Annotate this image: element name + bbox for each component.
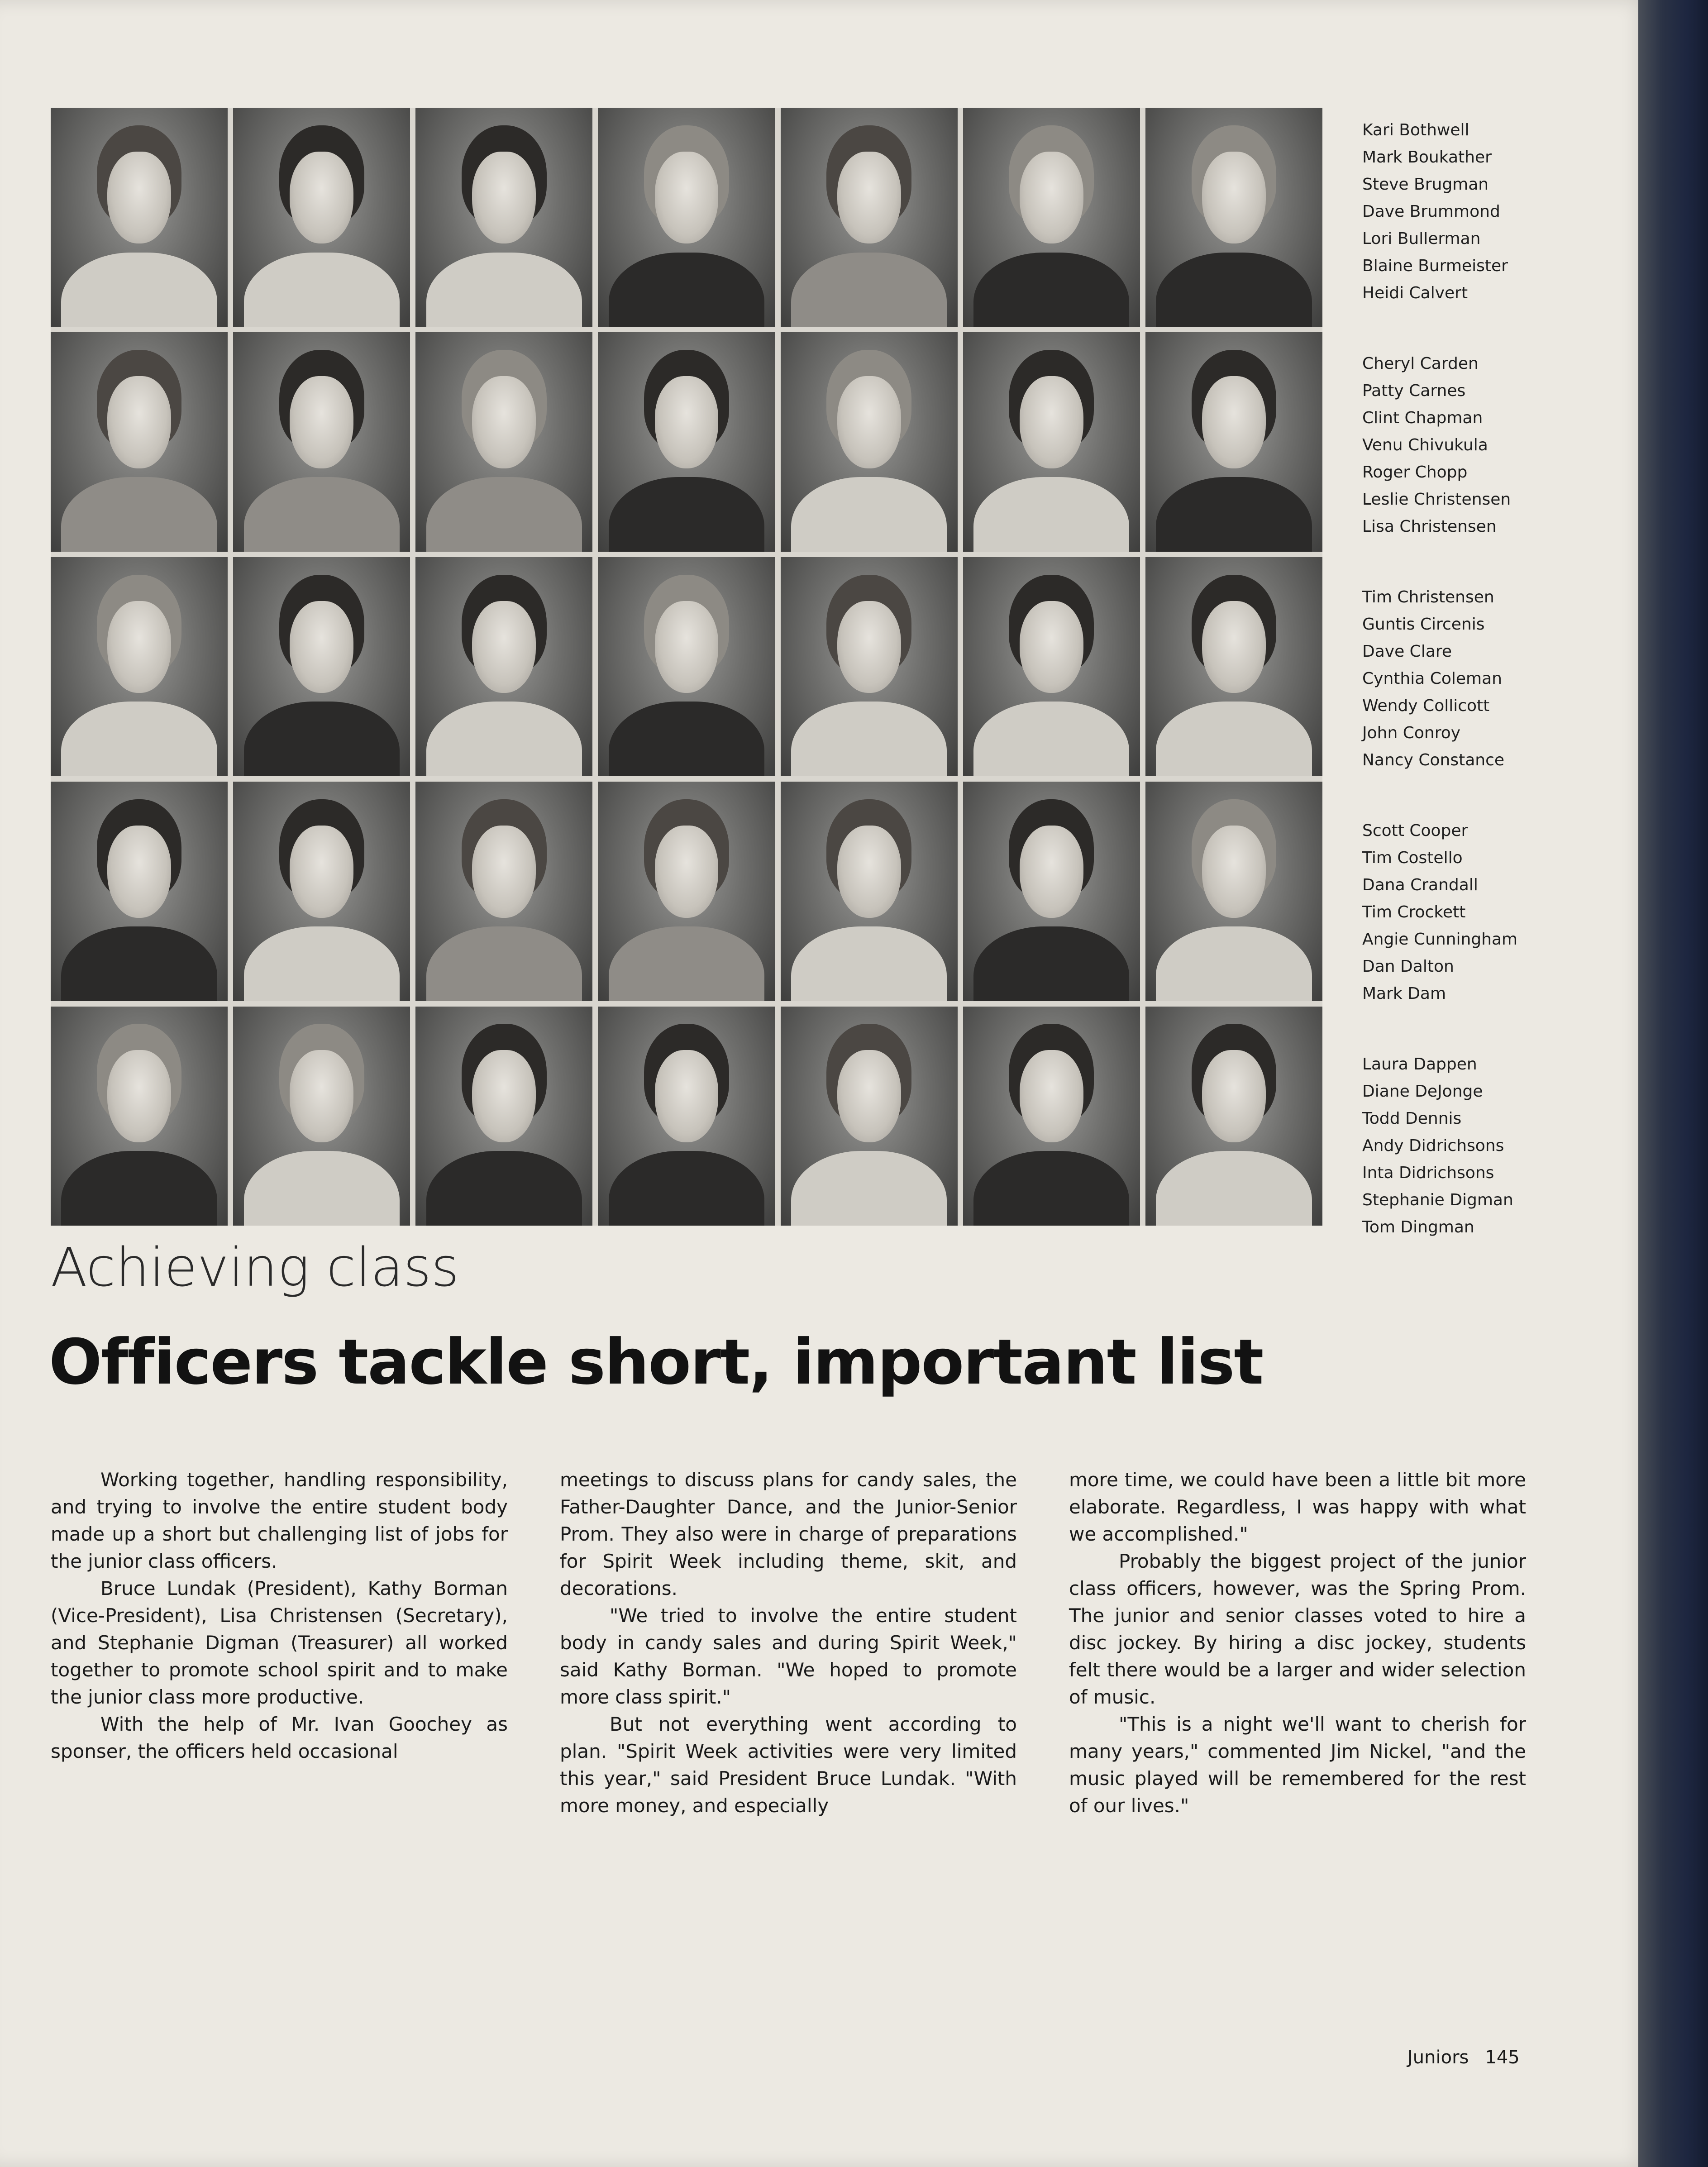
student-portrait [1145, 332, 1322, 551]
student-portrait [963, 332, 1140, 551]
page-number: 145 [1485, 2047, 1520, 2068]
student-name: Mark Boukather [1362, 148, 1492, 167]
roster-row-2 [1362, 350, 1598, 540]
paragraph: "We tried to involve the entire student body in candy sales and during Spirit Week," said Kathy Borman. "We hoped to promote more class spirit." [560, 1604, 1017, 1708]
student-portrait [51, 332, 228, 551]
student-portrait [963, 782, 1140, 1001]
student-name: John Conroy [1362, 724, 1461, 742]
article-column-1 [51, 1466, 508, 1819]
student-name: Diane DeJonge [1362, 1082, 1483, 1101]
student-name: Mark Dam [1362, 984, 1446, 1003]
student-name: Scott Cooper [1362, 821, 1468, 840]
paragraph: "This is a night we'll want to cherish for many years," commented Jim Nickel, "and the music played will be remembered for the rest of our lives." [1069, 1713, 1526, 1817]
roster-row-1 [1362, 117, 1598, 307]
student-portrait [781, 557, 958, 776]
paragraph: more time, we could have been a little bit more elaborate. Regardless, I was happy with what we accomplished." [1069, 1469, 1526, 1545]
student-name: Stephanie Digman [1362, 1191, 1513, 1209]
student-name: Steve Brugman [1362, 175, 1489, 194]
student-portrait [1145, 1007, 1322, 1226]
student-portrait [781, 332, 958, 551]
paragraph: Working together, handling responsibility, and trying to involve the entire student body made up a short but challenging list of jobs for the junior class officers. [51, 1469, 508, 1572]
student-name: Todd Dennis [1362, 1109, 1462, 1128]
student-name: Kari Bothwell [1362, 121, 1469, 139]
section-label: Juniors [1407, 2047, 1469, 2068]
student-name: Tim Crockett [1362, 903, 1466, 921]
paragraph: Probably the biggest project of the junior class officers, however, was the Spring Prom. The junior and senior classes voted to hire a disc jockey. By hiring a disc jockey, students felt there would be a larger and wider selection of music. [1069, 1550, 1526, 1708]
student-portrait [415, 557, 592, 776]
student-portrait [598, 1007, 775, 1226]
student-name: Heidi Calvert [1362, 284, 1468, 302]
student-name: Leslie Christensen [1362, 490, 1511, 509]
student-portrait [51, 557, 228, 776]
article-headline: Officers tackle short, important list [49, 1326, 1263, 1399]
student-name: Clint Chapman [1362, 409, 1483, 427]
student-name: Patty Carnes [1362, 382, 1466, 400]
roster-row-4 [1362, 817, 1598, 1007]
student-name: Dana Crandall [1362, 876, 1478, 894]
page-footer [1407, 2044, 1520, 2071]
student-portrait [598, 557, 775, 776]
student-name: Tim Christensen [1362, 588, 1494, 606]
student-name: Dave Clare [1362, 642, 1452, 661]
student-portrait [598, 782, 775, 1001]
paragraph: Bruce Lundak (President), Kathy Borman (Vice-President), Lisa Christensen (Secretary), and Stephanie Digman (Treasurer) all worked together to promote school spirit and to make the junior class more productive. [51, 1577, 508, 1708]
student-name: Tim Costello [1362, 849, 1463, 867]
article-body [51, 1466, 1526, 1819]
student-portrait [233, 782, 410, 1001]
student-portrait [51, 108, 228, 327]
student-portrait [598, 332, 775, 551]
student-portrait [233, 1007, 410, 1226]
student-name: Lori Bullerman [1362, 229, 1481, 248]
binding-edge [1638, 0, 1708, 2167]
student-name: Dan Dalton [1362, 957, 1454, 976]
article-kicker: Achieving class [51, 1236, 459, 1298]
student-portrait [1145, 557, 1322, 776]
student-name: Venu Chivukula [1362, 436, 1488, 454]
student-portrait [1145, 108, 1322, 327]
student-portrait [51, 782, 228, 1001]
roster-row-3 [1362, 584, 1598, 774]
name-roster [1362, 117, 1598, 1284]
student-portrait [781, 1007, 958, 1226]
student-name: Lisa Christensen [1362, 517, 1497, 536]
student-name: Cynthia Coleman [1362, 669, 1502, 688]
student-portrait [963, 557, 1140, 776]
student-portrait [415, 1007, 592, 1226]
student-portrait [51, 1007, 228, 1226]
student-portrait [781, 108, 958, 327]
student-name: Andy Didrichsons [1362, 1136, 1504, 1155]
student-portrait [963, 108, 1140, 327]
paragraph: meetings to discuss plans for candy sales, the Father-Daughter Dance, and the Junior-Senior Prom. They also were in charge of preparations for Spirit Week including theme, skit, and decorations. [560, 1469, 1017, 1599]
student-name: Blaine Burmeister [1362, 257, 1508, 275]
student-portrait [963, 1007, 1140, 1226]
student-portrait [781, 782, 958, 1001]
article-column-3 [1069, 1466, 1526, 1819]
student-portrait [1145, 782, 1322, 1001]
portrait-grid [51, 108, 1322, 1226]
roster-row-5 [1362, 1051, 1598, 1241]
paragraph: With the help of Mr. Ivan Goochey as sponser, the officers held occasional [51, 1713, 508, 1762]
student-portrait [233, 108, 410, 327]
student-name: Inta Didrichsons [1362, 1164, 1494, 1182]
student-portrait [415, 108, 592, 327]
student-portrait [233, 557, 410, 776]
student-portrait [415, 782, 592, 1001]
student-portrait [415, 332, 592, 551]
student-portrait [598, 108, 775, 327]
student-name: Laura Dappen [1362, 1055, 1477, 1074]
student-name: Dave Brummond [1362, 202, 1500, 221]
student-name: Tom Dingman [1362, 1218, 1474, 1236]
student-name: Guntis Circenis [1362, 615, 1485, 634]
article-column-2 [560, 1466, 1017, 1819]
student-name: Roger Chopp [1362, 463, 1468, 482]
student-name: Cheryl Carden [1362, 354, 1479, 373]
student-name: Nancy Constance [1362, 751, 1505, 769]
student-portrait [233, 332, 410, 551]
student-name: Wendy Collicott [1362, 697, 1490, 715]
student-name: Angie Cunningham [1362, 930, 1518, 949]
paragraph: But not everything went according to plan. "Spirit Week activities were very limited this year," said President Bruce Lundak. "With more money, and especially [560, 1713, 1017, 1817]
